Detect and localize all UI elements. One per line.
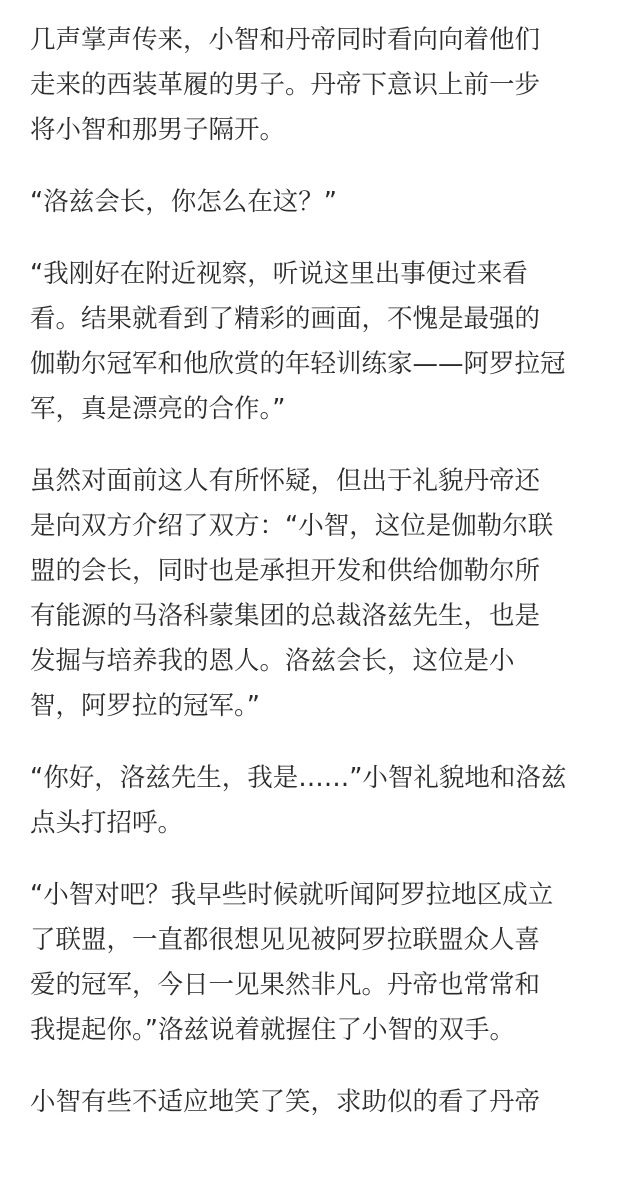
paragraph-applause: 几声掌声传来，小智和丹帝同时看向向着他们 走来的西装革履的男子。丹帝下意识上前一步 将小智和那男子隔开。 (30, 25, 541, 145)
paragraph-ash-greeting: “你好，洛兹先生，我是……”小智礼貌地和洛兹 点头打招呼。 (30, 763, 567, 838)
paragraph-rose-reply: “我刚好在附近视察，听说这里出事便过来看 看。结果就看到了精彩的画面，不愧是最强的 伽勒尔冠军和他欣赏的年轻训练家——阿罗拉冠 军，真是漂亮的合作。” (30, 259, 566, 424)
article-body (30, 18, 610, 1125)
paragraph-ash-uncomfortable: 小智有些不适应地笑了笑，求助似的看了丹帝 (30, 1087, 541, 1117)
paragraph-rose-handshake: “小智对吧？我早些时候就听闻阿罗拉地区成立 了联盟，一直都很想见见被阿罗拉联盟众人喜 爱的冠军，今日一见果然非凡。丹帝也常常和 我提起你。”洛兹说着就握住了小智的双手。 (30, 880, 554, 1045)
paragraph-question-rose: “洛兹会长，你怎么在这？” (30, 187, 337, 217)
paragraph-introduction: 虽然对面前这人有所怀疑，但出于礼貌丹帝还 是向双方介绍了双方：“小智，这位是伽勒尔联 盟的会长，同时也是承担开发和供给伽勒尔所 有能源的马洛科蒙集团的总裁洛兹先生，也是 发掘与培养我的恩人。洛兹会长，这位是小 智，阿罗拉的冠军。” (30, 466, 554, 721)
